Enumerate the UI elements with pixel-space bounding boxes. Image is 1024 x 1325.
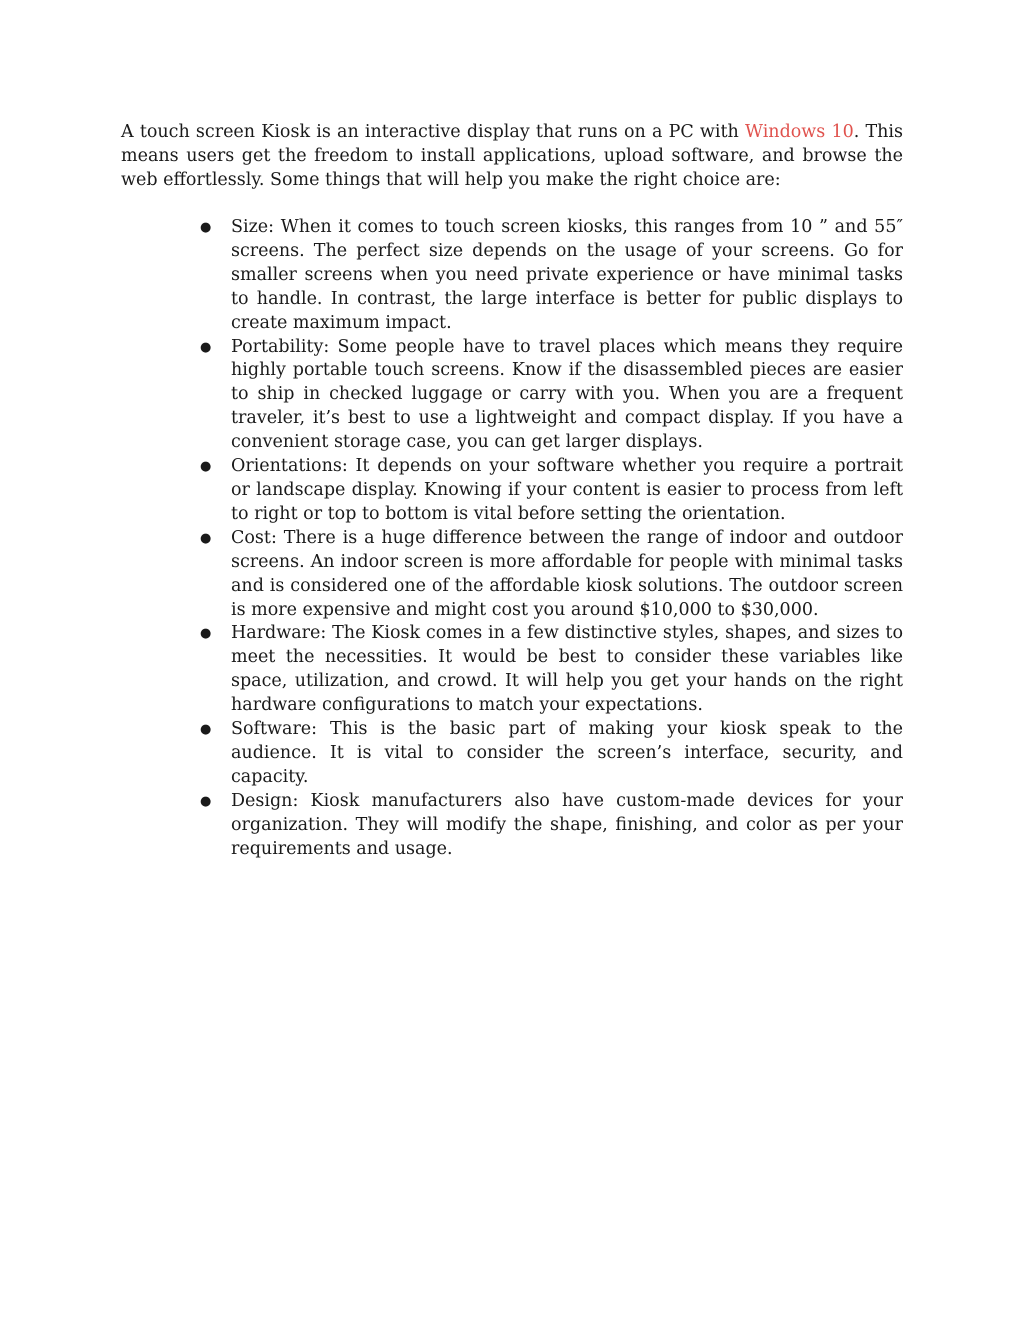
bullet-icon: ● xyxy=(200,530,212,546)
list-item-text: Hardware: The Kiosk comes in a few distinctive styles, shapes, and sizes to meet the necessities. It would be best to consider these variables like space, utilization, and crowd. It will help you get your hands on the right hardware configurations to match your expectations. xyxy=(231,623,903,716)
list-item-size xyxy=(200,216,903,336)
windows-10-link[interactable]: Windows 10 xyxy=(745,122,854,142)
list-item-hardware xyxy=(200,622,903,718)
intro-text-after-link: . This means users get the freedom to install applications, upload software, and browse the web effortlessly. Some things that will help you make the right choice are: xyxy=(121,122,904,190)
bullet-icon: ● xyxy=(200,220,212,235)
bullet-icon: ● xyxy=(200,459,212,475)
bullet-icon: ● xyxy=(200,339,212,355)
bullet-icon: ● xyxy=(200,793,212,809)
list-item-text: Design: Kiosk manufacturers also have custom-made devices for your organization. They will modify the shape, finishing, and color as per your requirements and usage. xyxy=(231,790,903,859)
bullet-icon: ● xyxy=(200,626,212,642)
list-item-orientations xyxy=(200,455,903,527)
bullet-icon: ● xyxy=(200,722,212,738)
list-item-portability xyxy=(200,336,903,456)
list-item-software xyxy=(200,718,903,790)
intro-paragraph xyxy=(121,120,903,192)
list-item-design xyxy=(200,790,903,862)
document-page xyxy=(121,120,903,861)
list-item-cost xyxy=(200,527,903,623)
considerations-list xyxy=(121,216,903,861)
list-item-text: Size: When it comes to touch screen kiosks, this ranges from 10 ” and 55″ screens. The perfect size depends on the usage of your screens. Go for smaller screens when you need private experience or have minimal tasks to handle. In contrast, the large interface is better for public displays to create maximum impact. xyxy=(231,217,903,333)
intro-text-before-link: A touch screen Kiosk is an interactive display that runs on a PC with xyxy=(121,122,746,142)
list-item-text: Portability: Some people have to travel places which means they require highly portable touch screens. Know if the disassembled pieces are easier to ship in checked luggage or carry with you. When you are a frequent traveler, it’s best to use a lightweight and compact display. If you have a convenient storage case, you can get larger displays. xyxy=(231,336,903,453)
list-item-text: Cost: There is a huge difference between the range of indoor and outdoor screens. An indoor screen is more affordable for people with minimal tasks and is considered one of the affordable kiosk solutions. The outdoor screen is more expensive and might cost you around $10,000 to $30,000. xyxy=(231,527,903,620)
list-item-text: Software: This is the basic part of making your kiosk speak to the audience. It is vital to consider the screen’s interface, security, and capacity. xyxy=(231,719,903,787)
list-item-text: Orientations: It depends on your software whether you require a portrait or landscape display. Knowing if your content is easier to process from left to right or top to bottom is vital before setting the orientation. xyxy=(231,456,903,524)
